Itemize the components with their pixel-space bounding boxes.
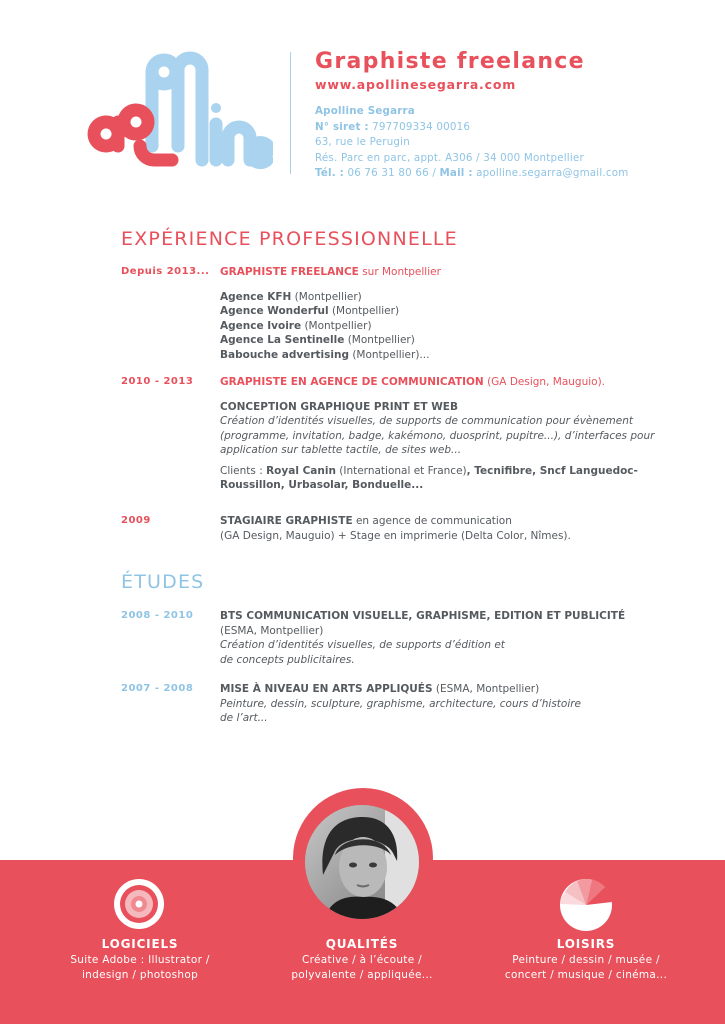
entry-description: Peinture, dessin, sculpture, graphisme, architecture, cours d’histoire: [220, 697, 582, 710]
siret-value: 797709334 00016: [368, 120, 471, 133]
fan-icon: [559, 878, 613, 932]
address-line-1: 63, rue le Perugin: [315, 136, 410, 148]
clients-label: Clients :: [220, 464, 267, 477]
website-link[interactable]: www.apollinesegarra.com: [315, 77, 517, 92]
footer-column-hobbies: [466, 935, 706, 982]
entry-description: de l’art...: [220, 712, 268, 724]
entry-role: STAGIAIRE GRAPHISTE: [220, 515, 353, 527]
entry-line-2: (GA Design, Mauguio) + Stage en imprimerie (Delta Color, Nîmes).: [220, 529, 571, 542]
agency-name: Agence La Sentinelle: [220, 334, 345, 346]
header-divider: [290, 52, 291, 174]
agency-location: (Montpellier): [301, 319, 372, 332]
column-line: indesign / photoshop: [81, 968, 199, 981]
entry-date: 2009: [121, 515, 151, 526]
column-line: Créative / à l’écoute /: [302, 954, 422, 966]
agency-name: Agence Ivoire: [220, 319, 302, 332]
person-name: Apolline Segarra: [315, 105, 415, 117]
entry-subheading: CONCEPTION GRAPHIQUE PRINT ET WEB: [220, 400, 458, 413]
experience-title: EXPÉRIENCE PROFESSIONNELLE: [121, 228, 458, 250]
column-line: Suite Adobe : Illustrator /: [70, 954, 210, 966]
footer-column-software: [20, 935, 260, 982]
header: [315, 48, 715, 182]
client-suffix: (International et France): [335, 464, 467, 477]
tel-label: Tél. :: [315, 167, 344, 179]
education-title: ÉTUDES: [121, 571, 205, 593]
mail-value[interactable]: apolline.segarra@gmail.com: [472, 167, 629, 179]
agency-location: (Montpellier): [291, 290, 362, 303]
entry-date: 2008 - 2010: [121, 610, 194, 621]
agency-name: Babouche advertising: [220, 348, 349, 361]
entry-date: 2010 - 2013: [121, 376, 194, 387]
column-title: QUALITÉS: [325, 937, 399, 951]
entry-degree: BTS COMMUNICATION VISUELLE, GRAPHISME, EDITION ET PUBLICITÉ: [220, 610, 626, 622]
entry-body: [220, 375, 680, 493]
column-line: polyvalente / appliquée...: [291, 968, 433, 981]
entry-body: [220, 609, 680, 667]
agency-location: (Montpellier): [328, 305, 400, 317]
entry-role-suffix: en agence de communication: [352, 515, 512, 527]
entry-description: de concepts publicitaires.: [220, 653, 355, 666]
entry-role-suffix: (GA Design, Mauguio).: [483, 376, 605, 388]
portrait-photo: [305, 805, 419, 919]
siret-label: N° siret :: [315, 120, 369, 133]
column-line: Peinture / dessin / musée /: [512, 954, 660, 966]
entry-role-suffix: sur Montpellier: [358, 266, 441, 278]
address-line-2: Rés. Parc en parc, appt. A306 / 34 000 Montpellier: [315, 151, 584, 164]
entry-degree: MISE À NIVEAU EN ARTS APPLIQUÉS: [220, 683, 433, 695]
agency-name: Agence Wonderful: [220, 305, 329, 317]
entry-body: [220, 265, 680, 362]
target-icon: [113, 878, 165, 930]
entry-body: [220, 682, 680, 726]
entry-role: GRAPHISTE FREELANCE: [220, 266, 359, 278]
entry-role: GRAPHISTE EN AGENCE DE COMMUNICATION: [220, 376, 484, 388]
entry-date: 2007 - 2008: [121, 683, 194, 694]
column-title: LOISIRS: [556, 937, 616, 951]
tel-value: 06 76 31 80 66 /: [343, 167, 440, 179]
column-title: LOGICIELS: [101, 937, 179, 951]
entry-description: Création d’identités visuelles, de supports de communication pour évènement (programme, invitation, badge, kakémono, duosprint, pupitre...), d’interfaces pour application sur tablette tactile, de sites web...: [220, 415, 655, 456]
entry-school: (ESMA, Montpellier): [432, 683, 540, 695]
client-name: Royal Canin: [266, 464, 336, 477]
agency-location: (Montpellier): [344, 334, 415, 346]
mail-label: Mail :: [439, 167, 473, 179]
agency-name: Agence KFH: [220, 290, 292, 303]
contact-block: [315, 104, 715, 182]
entry-body: [220, 514, 680, 543]
apolline-logo: [78, 50, 273, 180]
footer-column-qualities: [242, 935, 482, 982]
clients-list: , Tecnifibre, Sncf Languedoc-Roussillon, Urbasolar, Bonduelle...: [220, 464, 638, 491]
entry-description: Création d’identités visuelles, de supports d’édition et: [220, 639, 505, 651]
agency-location: (Montpellier)...: [348, 348, 430, 361]
entry-date: Depuis 2013...: [121, 266, 210, 277]
job-title: Graphiste freelance: [315, 49, 585, 74]
entry-school: (ESMA, Montpellier): [220, 624, 324, 637]
column-line: concert / musique / cinéma...: [504, 968, 668, 981]
